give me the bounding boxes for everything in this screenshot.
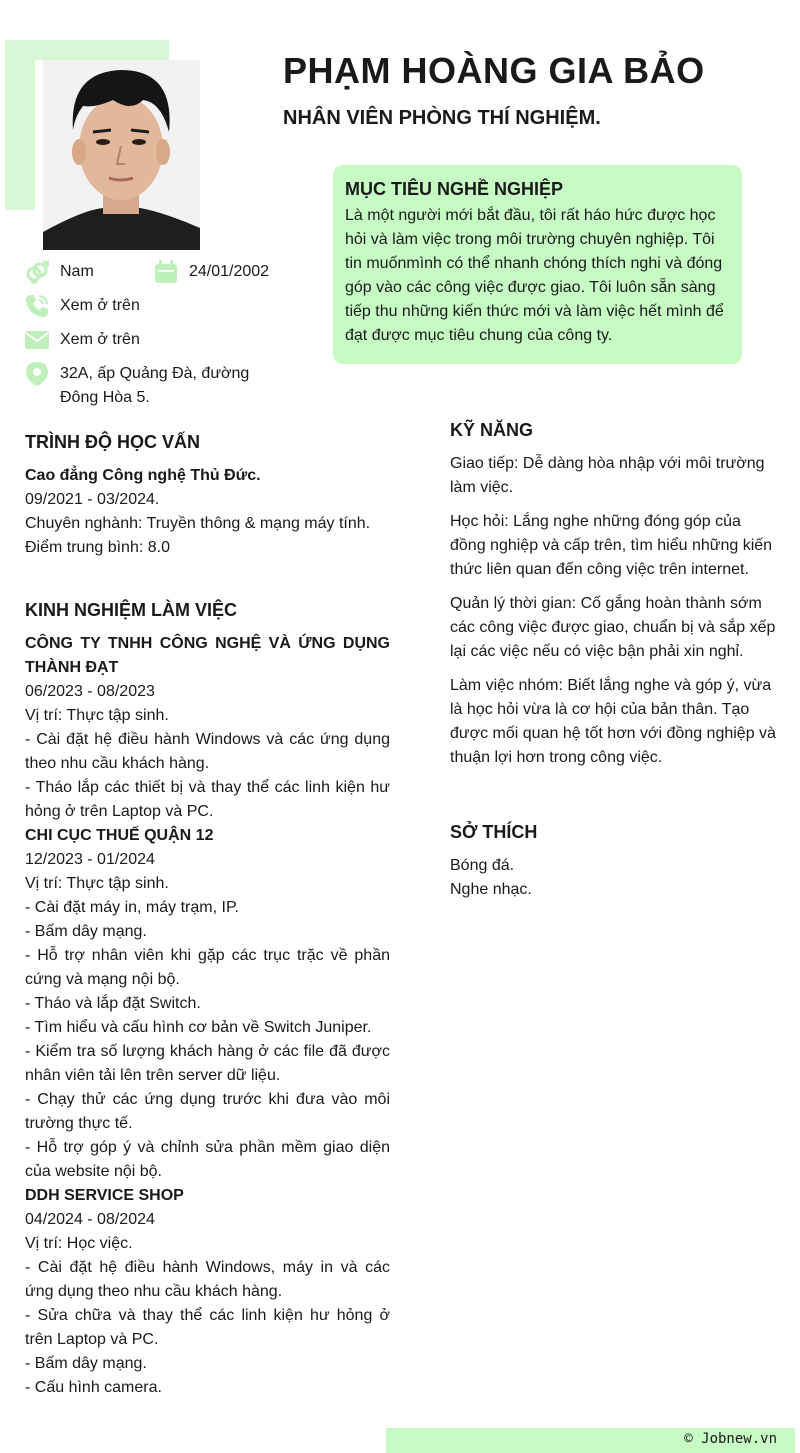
hobby-item: Nghe nhạc. bbox=[450, 881, 532, 898]
phone-value: Xem ở trên bbox=[60, 297, 140, 314]
job-task: - Chạy thử các ứng dụng trước khi đưa vào môi trường thực tế. bbox=[25, 1091, 390, 1132]
contact-birthdate bbox=[154, 260, 269, 284]
skills-title: KỸ NĂNG bbox=[450, 420, 534, 440]
job-task: - Kiểm tra số lượng khách hàng ở các file đã được nhân viên tải lên trên server dữ liệu. bbox=[25, 1043, 390, 1084]
job-task: - Sửa chữa và thay thể các linh kiện hư hỏng ở trên Laptop và PC. bbox=[25, 1307, 390, 1348]
job-task: - Tìm hiểu và cấu hình cơ bản về Switch Juniper. bbox=[25, 1019, 372, 1036]
job-entry bbox=[25, 1184, 390, 1400]
job-title: NHÂN VIÊN PHÒNG THÍ NGHIỆM. bbox=[283, 107, 601, 129]
hobbies-title: SỞ THÍCH bbox=[450, 822, 538, 842]
job-period: 04/2024 - 08/2024 bbox=[25, 1211, 155, 1228]
job-period: 06/2023 - 08/2023 bbox=[25, 683, 155, 700]
job-task: - Cài đặt hệ điều hành Windows và các ứng dụng theo nhu cầu khách hàng. bbox=[25, 731, 390, 772]
job-company: DDH SERVICE SHOP bbox=[25, 1187, 184, 1204]
education-school: Cao đẳng Công nghệ Thủ Đức. bbox=[25, 467, 261, 484]
left-column bbox=[25, 430, 390, 1400]
gender-value: Nam bbox=[60, 263, 94, 280]
job-position: Vị trí: Thực tập sinh. bbox=[25, 707, 169, 724]
objective-title: MỤC TIÊU NGHỀ NGHIỆP bbox=[345, 179, 564, 199]
calendar-icon bbox=[154, 260, 178, 284]
education-major: Chuyên nghành: Truyền thông & mạng máy tính. bbox=[25, 515, 371, 532]
job-task: - Tháo lắp các thiết bị và thay thể các linh kiện hư hỏng ở trên Laptop và PC. bbox=[25, 779, 390, 820]
contact-phone bbox=[25, 294, 140, 318]
skill-item: Làm việc nhóm: Biết lắng nghe và góp ý, vừa là học hỏi vừa là cơ hội của bản thân. Tạo được mối quan hệ tốt hơn với đồng nghiệp và thuận lợi hơn trong công việc. bbox=[450, 677, 776, 766]
job-position: Vị trí: Học việc. bbox=[25, 1235, 133, 1252]
address-value: 32A, ấp Quảng Đà, đường Đông Hòa 5. bbox=[60, 365, 250, 406]
skill-item: Học hỏi: Lắng nghe những đóng góp của đồng nghiệp và cấp trên, tìm hiểu những kiến thức liên quan đến công việc trên internet. bbox=[450, 513, 773, 578]
email-icon bbox=[25, 328, 49, 352]
candidate-name: PHẠM HOÀNG GIA BẢO bbox=[283, 50, 705, 91]
contact-address bbox=[25, 362, 275, 410]
job-position: Vị trí: Thực tập sinh. bbox=[25, 875, 169, 892]
education-title: TRÌNH ĐỘ HỌC VẤN bbox=[25, 432, 200, 452]
education-period: 09/2021 - 03/2024. bbox=[25, 491, 160, 508]
skill-item: Quản lý thời gian: Cố gắng hoàn thành sớm các công việc được giao, chuẩn bị và sắp xếp lại các việc nếu có việc bận phải xin nghỉ. bbox=[450, 595, 776, 660]
skills-section bbox=[450, 418, 780, 770]
hobby-item: Bóng đá. bbox=[450, 857, 515, 874]
location-pin-icon bbox=[25, 362, 49, 386]
career-objective-box bbox=[333, 165, 742, 364]
job-task: - Cài đặt máy in, máy trạm, IP. bbox=[25, 899, 239, 916]
job-task: - Hỗ trợ góp ý và chỉnh sửa phần mềm giao diện của website nội bộ. bbox=[25, 1139, 390, 1180]
profile-photo bbox=[43, 60, 200, 250]
job-task: - Hỗ trợ nhân viên khi gặp các trục trặc về phần cứng và mạng nội bộ. bbox=[25, 947, 390, 988]
email-value: Xem ở trên bbox=[60, 331, 140, 348]
phone-icon bbox=[25, 294, 49, 318]
job-task: - Tháo và lắp đặt Switch. bbox=[25, 995, 201, 1012]
job-task: - Bấm dây mạng. bbox=[25, 1355, 147, 1372]
job-task: - Cấu hình camera. bbox=[25, 1379, 162, 1396]
education-gpa: Điểm trung bình: 8.0 bbox=[25, 539, 170, 556]
job-entry bbox=[25, 632, 390, 824]
experience-section bbox=[25, 598, 390, 1400]
footer-watermark: © Jobnew.vn bbox=[684, 1431, 777, 1447]
hobbies-section bbox=[450, 820, 780, 902]
footer-bar bbox=[386, 1428, 795, 1453]
job-task: - Bấm dây mạng. bbox=[25, 923, 147, 940]
education-section bbox=[25, 430, 390, 560]
contact-email bbox=[25, 328, 140, 352]
experience-title: KINH NGHIỆM LÀM VIỆC bbox=[25, 600, 238, 620]
gender-icon bbox=[25, 260, 49, 284]
skill-item: Giao tiếp: Dễ dàng hòa nhập với môi trường làm việc. bbox=[450, 455, 765, 496]
job-task: - Cài đặt hệ điều hành Windows, máy in và các ứng dụng theo nhu cầu khách hàng. bbox=[25, 1259, 390, 1300]
objective-text: Là một người mới bắt đầu, tôi rất háo hức được học hỏi và làm việc trong môi trường chuyên nghiệp. Tôi tin muốnmình có thể nhanh chóng thích nghi và đóng góp vào các công việc được giao. Tôi luôn sẵn sàng tiếp thu những kiến thức mới và làm việc hết mình để đạt được mục tiêu chung của công ty. bbox=[345, 207, 724, 344]
job-company: CÔNG TY TNHH CÔNG NGHỆ VÀ ỨNG DỤNG THÀNH ĐẠT bbox=[25, 635, 390, 676]
job-period: 12/2023 - 01/2024 bbox=[25, 851, 155, 868]
right-column bbox=[450, 418, 780, 902]
birthdate-value: 24/01/2002 bbox=[189, 263, 270, 280]
contact-gender bbox=[25, 260, 94, 284]
job-entry bbox=[25, 824, 390, 1184]
job-company: CHI CỤC THUẾ QUẬN 12 bbox=[25, 827, 214, 844]
